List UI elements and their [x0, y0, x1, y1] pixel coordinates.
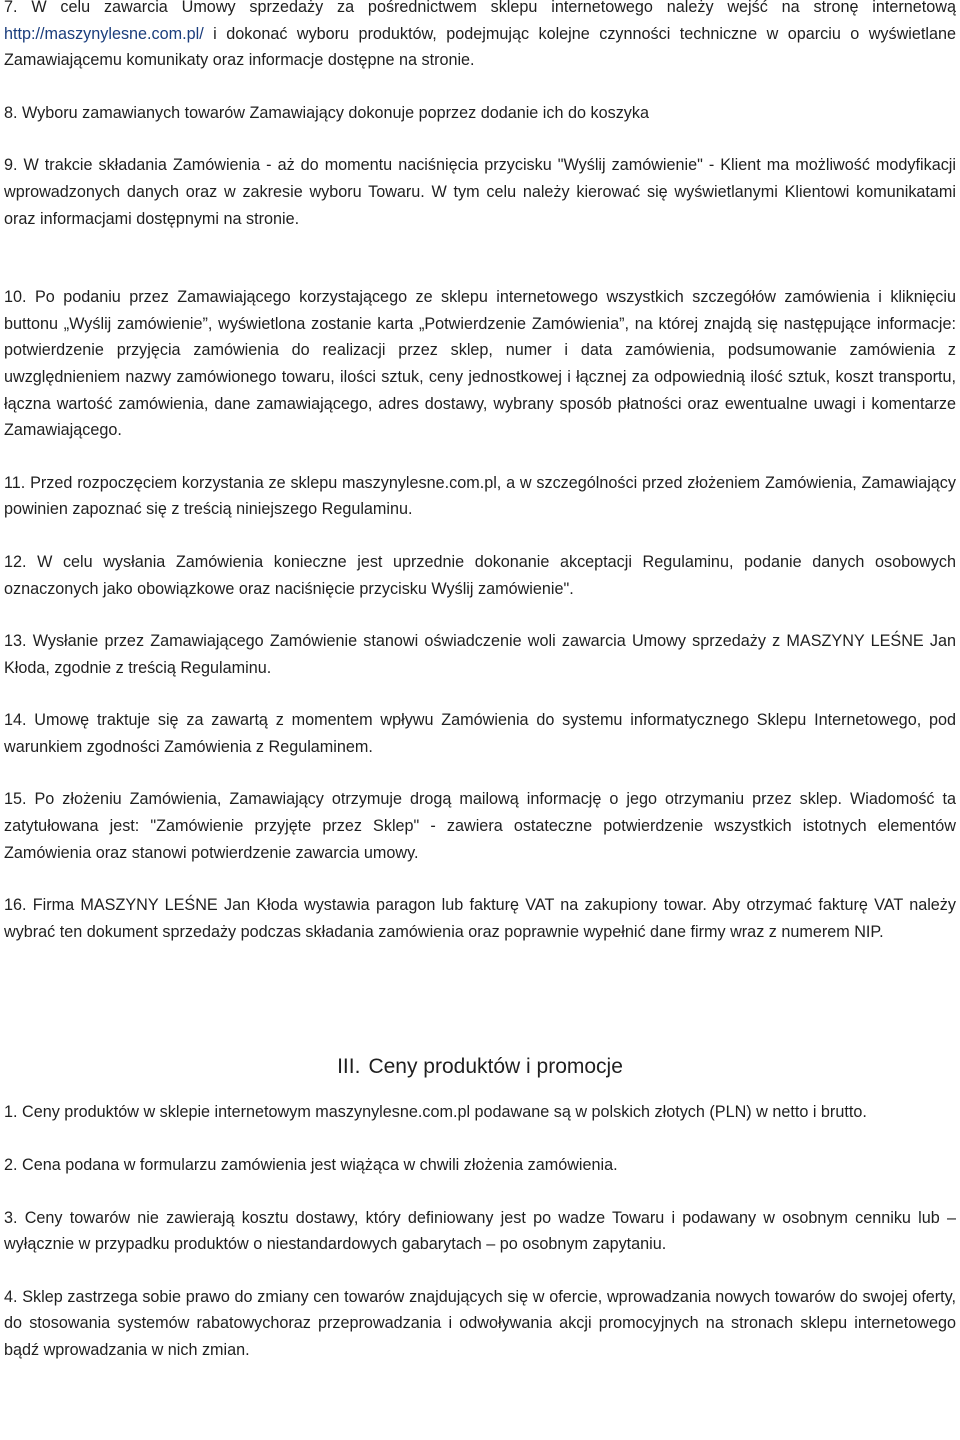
- section-title: Ceny produktów i promocje: [368, 1055, 623, 1079]
- prices-paragraph-1: 1. Ceny produktów w sklepie internetowym maszynylesne.com.pl podawane są w polskich złotych (PLN) w netto i brutto.: [4, 1103, 867, 1122]
- paragraph-12: 12. W celu wysłania Zamówienia konieczne jest uprzednie dokonanie akceptacji Regulaminu, podanie danych osobowych oznaczonych jako obowiązkowe oraz naciśnięcie przycisku Wyślij zamówienie".: [4, 552, 956, 598]
- paragraph-15: 15. Po złożeniu Zamówienia, Zamawiający otrzymuje drogą mailową informację o jego otrzymaniu przez sklep. Wiadomość ta zatytułowana jest: "Zamówienie przyjęte przez Sklep" - zawiera ostateczne potwierdzenie wszystkich istotnych elementów Zamówienia oraz stanowi potwierdzenie zawarcia umowy.: [4, 790, 956, 862]
- paragraph-16: 16. Firma MASZYNY LEŚNE Jan Kłoda wystawia paragon lub fakturę VAT na zakupiony towar. Aby otrzymać fakturę VAT należy wybrać ten dokument sprzedaży podczas składania zamówienia oraz poprawnie wypełnić dane firmy wraz z numerem NIP.: [4, 896, 956, 941]
- paragraph-9: 9. W trakcie składania Zamówienia - aż do momentu naciśnięcia przycisku "Wyślij zamówienie" - Klient ma możliwość modyfikacji wprowadzonych danych oraz w zakresie wyboru Towaru. W tym celu należy kierować się wyświetlanymi Klientowi komunikatami oraz informacjami dostępnymi na stronie.: [4, 156, 956, 228]
- prices-paragraph-3: 3. Ceny towarów nie zawierają kosztu dostawy, który definiowany jest po wadze Towaru i podawany w osobnym cenniku lub – wyłącznie w przypadku produktów o niestandardowych gabarytach – po osobnym zapytaniu.: [4, 1208, 956, 1254]
- section-number: III.: [337, 1055, 361, 1079]
- section-heading-prices: [4, 1053, 956, 1081]
- paragraph-7-text-end: i dokonać wyboru produktów, podejmując kolejne czynności techniczne w oparciu o wyświetlane Zamawiającemu komunikaty oraz informacje dostępne na stronie.: [4, 24, 956, 70]
- shop-url-link[interactable]: http://maszynylesne.com.pl/: [4, 24, 204, 43]
- paragraph-10: 10. Po podaniu przez Zamawiającego korzystającego ze sklepu internetowego wszystkich szczegółów zamówienia i kliknięciu buttonu „Wyślij zamówienie”, wyświetlona zostanie karta „Potwierdzenie Zamówienia”, na której znajdą się następujące informacje: potwierdzenie przyjęcia zamówienia do realizacji przez sklep, numer i data zamówienia, podsumowanie zamówienia z uwzględnieniem nazwy zamówionego towaru, ilości sztuk, ceny jednostkowej i łącznej za odpowiednią ilość sztuk, koszt transportu, łączna wartość zamówienia, dane zamawiającego, adres dostawy, wybrany sposób płatności oraz ewentualne uwagi i komentarze Zamawiającego.: [4, 288, 956, 440]
- prices-paragraph-4: 4. Sklep zastrzega sobie prawo do zmiany cen towarów znajdujących się w ofercie, wprowadzania nowych towarów do swojej oferty, do stosowania systemów rabatowychoraz przeprowadzania i odwoływania akcji promocyjnych na stronach sklepu internetowego bądź wprowadzania w nich zmian.: [4, 1287, 956, 1359]
- prices-paragraph-2: 2. Cena podana w formularzu zamówienia jest wiążąca w chwili złożenia zamówienia.: [4, 1156, 618, 1175]
- paragraph-13: 13. Wysłanie przez Zamawiającego Zamówienie stanowi oświadczenie woli zawarcia Umowy sprzedaży z MASZYNY LEŚNE Jan Kłoda, zgodnie z treścią Regulaminu.: [4, 632, 956, 677]
- paragraph-11: 11. Przed rozpoczęciem korzystania ze sklepu maszynylesne.com.pl, a w szczególności przed złożeniem Zamówienia, Zamawiający powinien zapoznać się z treścią niniejszego Regulaminu.: [4, 473, 956, 519]
- paragraph-8: 8. Wyboru zamawianych towarów Zamawiający dokonuje poprzez dodanie ich do koszyka: [4, 103, 649, 122]
- paragraph-7: [4, 0, 956, 74]
- paragraph-7-text-start: 7. W celu zawarcia Umowy sprzedaży za pośrednictwem sklepu internetowego należy wejść na stronę internetową: [4, 0, 956, 16]
- paragraph-14: 14. Umowę traktuje się za zawartą z momentem wpływu Zamówienia do systemu informatycznego Sklepu Internetowego, pod warunkiem zgodności Zamówienia z Regulaminem.: [4, 711, 956, 756]
